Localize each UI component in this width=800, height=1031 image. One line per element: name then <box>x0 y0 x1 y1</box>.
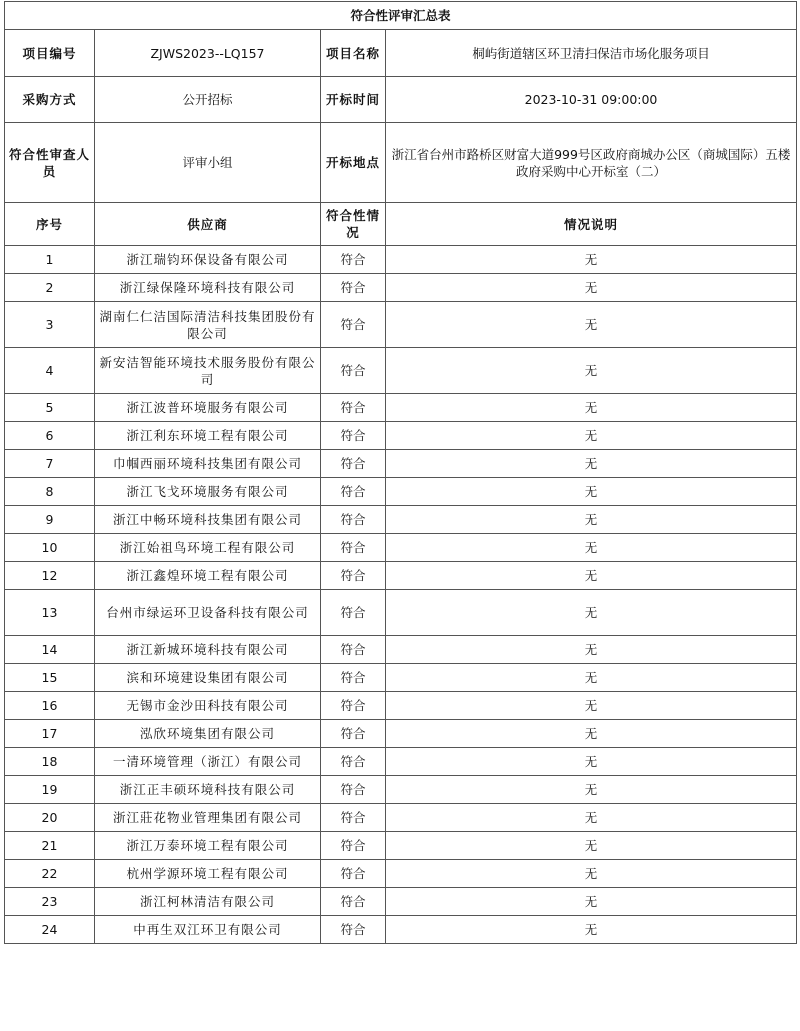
cell-seq: 16 <box>5 692 95 720</box>
cell-seq: 3 <box>5 302 95 348</box>
header-supplier: 供应商 <box>95 203 321 246</box>
cell-desc: 无 <box>386 804 797 832</box>
cell-desc: 无 <box>386 916 797 944</box>
table-row <box>5 348 797 394</box>
table-row <box>5 776 797 804</box>
cell-supplier: 浙江新城环境科技有限公司 <box>95 636 321 664</box>
cell-seq: 5 <box>5 394 95 422</box>
cell-desc: 无 <box>386 394 797 422</box>
cell-seq: 15 <box>5 664 95 692</box>
cell-status: 符合 <box>321 804 386 832</box>
cell-supplier: 浙江万泰环境工程有限公司 <box>95 832 321 860</box>
cell-status: 符合 <box>321 394 386 422</box>
project-number-row <box>5 30 797 77</box>
cell-status: 符合 <box>321 302 386 348</box>
table-row <box>5 534 797 562</box>
cell-desc: 无 <box>386 422 797 450</box>
cell-desc: 无 <box>386 776 797 804</box>
cell-supplier: 新安洁智能环境技术服务股份有限公司 <box>95 348 321 394</box>
cell-seq: 9 <box>5 506 95 534</box>
cell-desc: 无 <box>386 246 797 274</box>
cell-supplier: 中再生双江环卫有限公司 <box>95 916 321 944</box>
cell-seq: 13 <box>5 590 95 636</box>
cell-seq: 7 <box>5 450 95 478</box>
cell-desc: 无 <box>386 664 797 692</box>
cell-seq: 21 <box>5 832 95 860</box>
cell-seq: 17 <box>5 720 95 748</box>
cell-desc: 无 <box>386 302 797 348</box>
cell-desc: 无 <box>386 348 797 394</box>
table-row <box>5 804 797 832</box>
procurement-method-row <box>5 77 797 123</box>
title-row <box>5 2 797 30</box>
table-row <box>5 394 797 422</box>
table-row <box>5 748 797 776</box>
table-row <box>5 692 797 720</box>
cell-desc: 无 <box>386 590 797 636</box>
reviewer-label: 符合性审查人员 <box>5 123 95 203</box>
cell-status: 符合 <box>321 720 386 748</box>
cell-seq: 24 <box>5 916 95 944</box>
cell-seq: 10 <box>5 534 95 562</box>
cell-seq: 12 <box>5 562 95 590</box>
cell-seq: 22 <box>5 860 95 888</box>
cell-seq: 20 <box>5 804 95 832</box>
cell-supplier: 一清环境管理（浙江）有限公司 <box>95 748 321 776</box>
cell-desc: 无 <box>386 860 797 888</box>
open-location-value: 浙江省台州市路桥区财富大道999号区政府商城办公区（商城国际）五楼政府采购中心开标室（二） <box>386 123 797 203</box>
cell-status: 符合 <box>321 776 386 804</box>
cell-supplier: 湖南仁仁洁国际清洁科技集团股份有限公司 <box>95 302 321 348</box>
cell-supplier: 浙江波普环境服务有限公司 <box>95 394 321 422</box>
cell-status: 符合 <box>321 562 386 590</box>
table-row <box>5 422 797 450</box>
header-seq: 序号 <box>5 203 95 246</box>
cell-desc: 无 <box>386 506 797 534</box>
table-row <box>5 888 797 916</box>
cell-status: 符合 <box>321 478 386 506</box>
header-desc: 情况说明 <box>386 203 797 246</box>
table-row <box>5 302 797 348</box>
table-row <box>5 636 797 664</box>
cell-supplier: 泓欣环境集团有限公司 <box>95 720 321 748</box>
project-number-value: ZJWS2023--LQ157 <box>95 30 321 77</box>
cell-status: 符合 <box>321 636 386 664</box>
cell-supplier: 浙江绿保隆环境科技有限公司 <box>95 274 321 302</box>
cell-desc: 无 <box>386 832 797 860</box>
cell-status: 符合 <box>321 506 386 534</box>
open-location-label: 开标地点 <box>321 123 386 203</box>
table-title: 符合性评审汇总表 <box>5 2 797 30</box>
table-row <box>5 450 797 478</box>
cell-seq: 18 <box>5 748 95 776</box>
open-time-value: 2023-10-31 09:00:00 <box>386 77 797 123</box>
cell-status: 符合 <box>321 450 386 478</box>
cell-status: 符合 <box>321 888 386 916</box>
cell-desc: 无 <box>386 478 797 506</box>
cell-supplier: 浙江中畅环境科技集团有限公司 <box>95 506 321 534</box>
project-name-label: 项目名称 <box>321 30 386 77</box>
cell-desc: 无 <box>386 274 797 302</box>
cell-supplier: 浙江正丰硕环境科技有限公司 <box>95 776 321 804</box>
cell-status: 符合 <box>321 748 386 776</box>
cell-status: 符合 <box>321 832 386 860</box>
table-row <box>5 720 797 748</box>
cell-supplier: 浙江始祖鸟环境工程有限公司 <box>95 534 321 562</box>
project-name-value: 桐屿街道辖区环卫清扫保洁市场化服务项目 <box>386 30 797 77</box>
open-time-label: 开标时间 <box>321 77 386 123</box>
cell-desc: 无 <box>386 636 797 664</box>
procurement-method-label: 采购方式 <box>5 77 95 123</box>
cell-status: 符合 <box>321 590 386 636</box>
cell-supplier: 巾帼西丽环境科技集团有限公司 <box>95 450 321 478</box>
cell-seq: 4 <box>5 348 95 394</box>
cell-supplier: 浙江莊花物业管理集团有限公司 <box>95 804 321 832</box>
cell-seq: 8 <box>5 478 95 506</box>
cell-status: 符合 <box>321 692 386 720</box>
cell-supplier: 台州市绿运环卫设备科技有限公司 <box>95 590 321 636</box>
cell-status: 符合 <box>321 422 386 450</box>
cell-supplier: 浙江利东环境工程有限公司 <box>95 422 321 450</box>
cell-desc: 无 <box>386 720 797 748</box>
procurement-method-value: 公开招标 <box>95 77 321 123</box>
table-row <box>5 860 797 888</box>
cell-desc: 无 <box>386 534 797 562</box>
cell-supplier: 浙江鑫煌环境工程有限公司 <box>95 562 321 590</box>
cell-supplier: 杭州学源环境工程有限公司 <box>95 860 321 888</box>
cell-desc: 无 <box>386 748 797 776</box>
cell-status: 符合 <box>321 246 386 274</box>
cell-supplier: 浙江瑞钧环保设备有限公司 <box>95 246 321 274</box>
reviewer-location-row <box>5 123 797 203</box>
column-header-row <box>5 203 797 246</box>
cell-seq: 6 <box>5 422 95 450</box>
cell-seq: 2 <box>5 274 95 302</box>
cell-supplier: 浙江飞戈环境服务有限公司 <box>95 478 321 506</box>
compliance-summary-table <box>4 1 797 944</box>
cell-seq: 23 <box>5 888 95 916</box>
table-row <box>5 832 797 860</box>
cell-seq: 14 <box>5 636 95 664</box>
table-row <box>5 478 797 506</box>
cell-supplier: 无锡市金沙田科技有限公司 <box>95 692 321 720</box>
cell-status: 符合 <box>321 860 386 888</box>
cell-desc: 无 <box>386 888 797 916</box>
cell-desc: 无 <box>386 692 797 720</box>
table-row <box>5 590 797 636</box>
cell-desc: 无 <box>386 562 797 590</box>
table-row <box>5 916 797 944</box>
project-number-label: 项目编号 <box>5 30 95 77</box>
table-row <box>5 246 797 274</box>
cell-desc: 无 <box>386 450 797 478</box>
cell-status: 符合 <box>321 916 386 944</box>
cell-supplier: 滨和环境建设集团有限公司 <box>95 664 321 692</box>
cell-status: 符合 <box>321 664 386 692</box>
cell-supplier: 浙江柯林清洁有限公司 <box>95 888 321 916</box>
table-row <box>5 562 797 590</box>
cell-status: 符合 <box>321 534 386 562</box>
table-row <box>5 506 797 534</box>
reviewer-value: 评审小组 <box>95 123 321 203</box>
cell-seq: 1 <box>5 246 95 274</box>
header-status: 符合性情况 <box>321 203 386 246</box>
cell-status: 符合 <box>321 348 386 394</box>
cell-status: 符合 <box>321 274 386 302</box>
table-row <box>5 274 797 302</box>
cell-seq: 19 <box>5 776 95 804</box>
table-row <box>5 664 797 692</box>
